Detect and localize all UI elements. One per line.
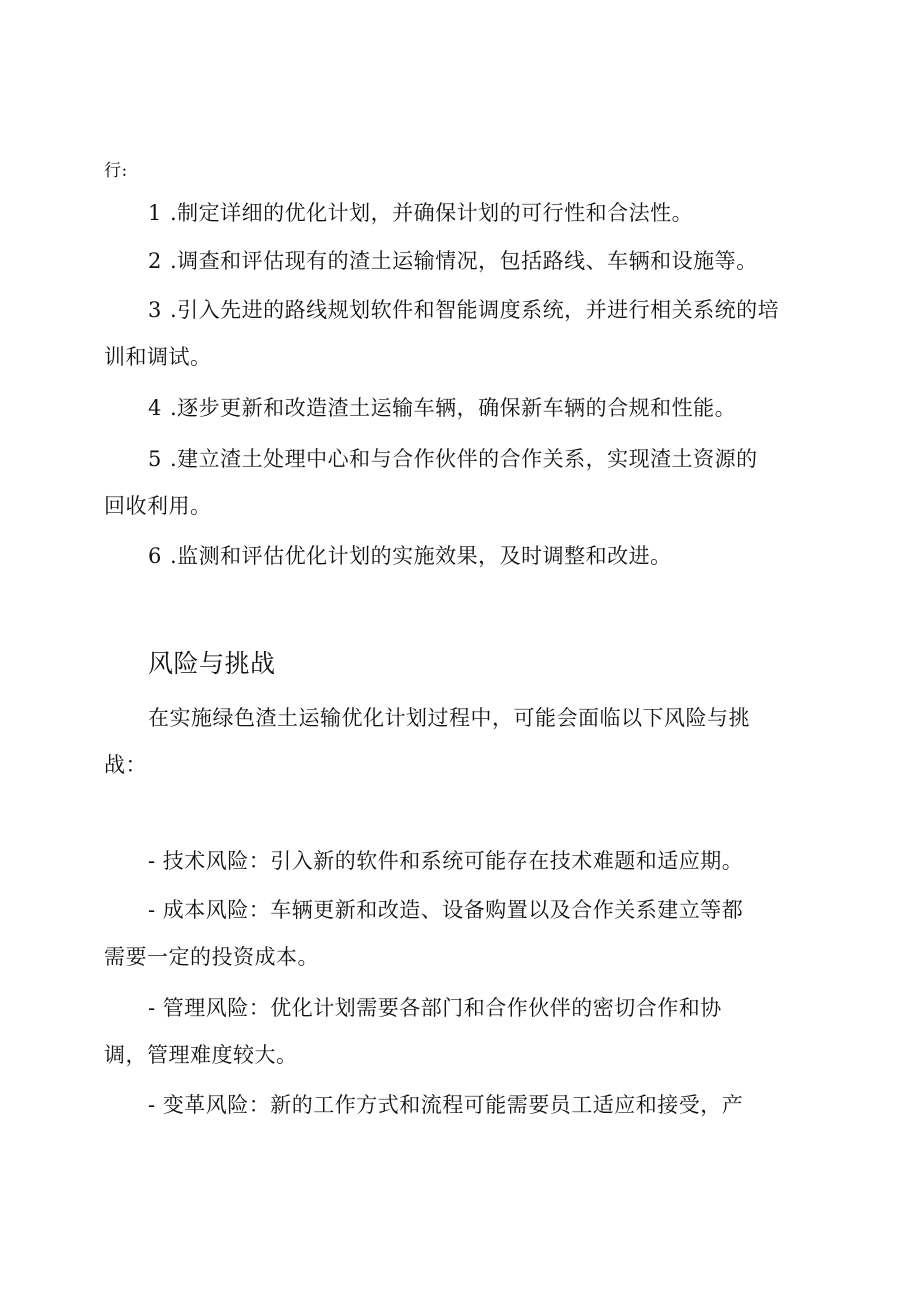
risk-item-technical: - 技术风险：引入新的软件和系统可能存在技术难题和适应期。 <box>148 849 744 873</box>
intro-fragment: 行: <box>104 161 128 181</box>
step-text: .建立渣土处理中心和与合作伙伴的合作关系，实现渣土资源的 <box>170 447 758 471</box>
risk-item-cost: - 成本风险：车辆更新和改造、设备购置以及合作关系建立等都 <box>148 898 744 922</box>
step-5-continued: 回收利用。 <box>104 494 212 518</box>
step-number: 5 <box>148 447 162 471</box>
step-text: .监测和评估优化计划的实施效果，及时调整和改进。 <box>170 544 672 568</box>
section-heading: 风险与挑战 <box>148 649 276 678</box>
step-number: 6 <box>148 544 162 568</box>
step-4 <box>148 393 736 423</box>
step-3 <box>148 295 779 325</box>
step-text: .制定详细的优化计划，并确保计划的可行性和合法性。 <box>170 201 694 225</box>
step-5 <box>148 444 758 474</box>
step-text: .引入先进的路线规划软件和智能调度系统，并进行相关系统的培 <box>170 298 780 322</box>
step-text: .调查和评估现有的渣土运输情况，包括路线、车辆和设施等。 <box>170 249 758 273</box>
section-intro-continued: 战： <box>104 753 147 777</box>
step-number: 3 <box>148 298 162 322</box>
step-2 <box>148 246 758 276</box>
step-6 <box>148 541 672 571</box>
step-text: .逐步更新和改造渣土运输车辆，确保新车辆的合规和性能。 <box>170 396 737 420</box>
step-1 <box>148 198 693 228</box>
step-number: 4 <box>148 396 162 420</box>
section-intro: 在实施绿色渣土运输优化计划过程中，可能会面临以下风险与挑 <box>148 706 750 730</box>
step-3-continued: 训和调试。 <box>104 345 212 369</box>
risk-item-management-continued: 调，管理难度较大。 <box>104 1043 298 1067</box>
risk-item-change: - 变革风险：新的工作方式和流程可能需要员工适应和接受，产 <box>148 1093 744 1117</box>
step-number: 2 <box>148 249 162 273</box>
risk-item-management: - 管理风险：优化计划需要各部门和合作伙伴的密切合作和协 <box>148 996 722 1020</box>
risk-item-cost-continued: 需要一定的投资成本。 <box>104 945 319 969</box>
step-number: 1 <box>148 201 162 225</box>
